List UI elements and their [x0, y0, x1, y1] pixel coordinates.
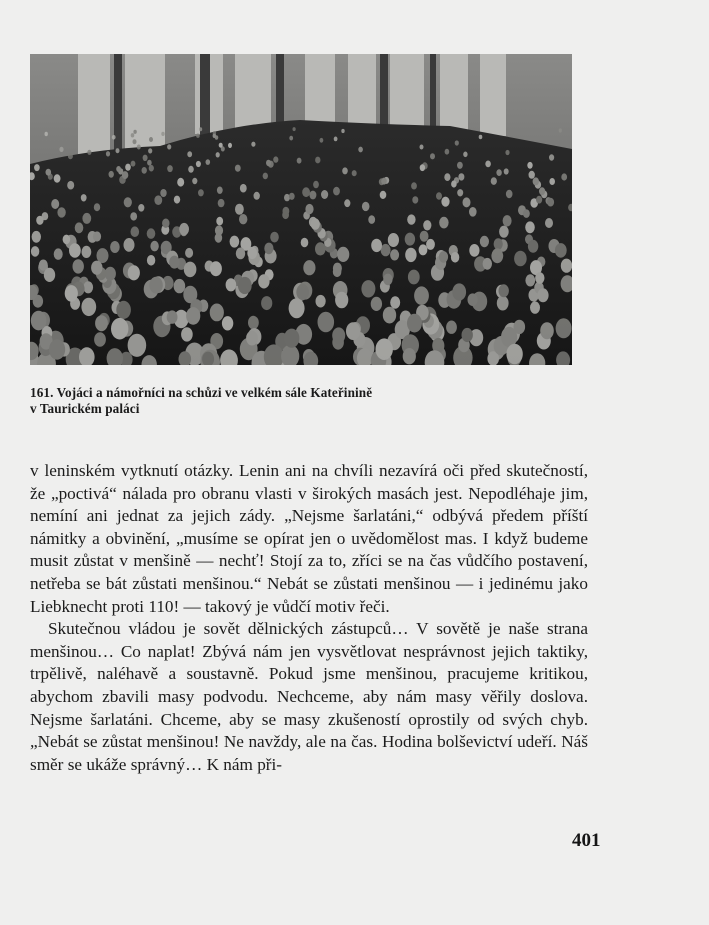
crowd-face: [483, 258, 492, 270]
crowd-face: [414, 286, 429, 305]
crowd-face: [559, 128, 562, 132]
crowd-face: [499, 284, 509, 297]
crowd-face: [82, 213, 91, 224]
crowd-face: [34, 164, 40, 171]
crowd-face: [94, 332, 106, 347]
crowd-face: [412, 196, 418, 203]
crowd-face: [83, 281, 93, 293]
crowd-face: [545, 218, 553, 228]
crowd-face: [138, 204, 144, 212]
body-text: [30, 460, 588, 776]
crowd-face: [430, 153, 435, 159]
crowd-face: [371, 297, 382, 311]
crowd-face: [547, 198, 554, 207]
crowd-face: [289, 136, 293, 141]
crowd-face: [383, 274, 392, 286]
crowd-face: [149, 277, 162, 294]
crowd-face: [452, 283, 466, 300]
crowd-face: [105, 267, 116, 281]
crowd-face: [469, 244, 479, 257]
crowd-face: [301, 238, 309, 248]
crowd-face: [296, 284, 309, 300]
crowd-face: [445, 149, 450, 155]
crowd-face: [376, 338, 393, 360]
crowd-face: [167, 310, 178, 323]
crowd-face: [181, 327, 193, 341]
crowd-face: [420, 231, 429, 242]
crowd-face: [494, 238, 503, 250]
crowd-face: [457, 162, 463, 169]
crowd-face: [555, 243, 567, 258]
crowd-face: [537, 288, 548, 302]
crowd-face: [380, 191, 387, 199]
crowd-face: [381, 178, 387, 185]
crowd-face: [148, 148, 152, 153]
crowd-face: [177, 178, 184, 187]
crowd-face: [305, 204, 313, 214]
crowd-face: [266, 160, 271, 166]
crowd-face: [222, 316, 233, 330]
crowd-face: [321, 190, 328, 199]
paragraph-2: Skutečnou vládou je sovět dělnických zástupců… V sovětě je naše strana menšinou… Co naplat! Zbývá nám jen vysvětlovat nesprávnost jejich taktiky, trpělivě, naléhavě a soustavně. Pokud jsme menšinou, pracujeme kritikou, abychom zbavili masy podvodu. Nechceme, aby nám masy věřily doslova. Nejsme šarlatáni. Chceme, aby se masy zkušeností oprostily od svých chyb. „Nebát se zůstat menšinou! Ne navždy, ale na čas. Hodina bolševictví udeří. Náš směr se ukáže správný… K nám při-: [30, 619, 588, 774]
crowd-face: [226, 278, 237, 291]
crowd-face: [525, 221, 535, 233]
crowd-face: [196, 161, 201, 167]
crowd-face: [106, 151, 110, 156]
crowd-face: [523, 209, 530, 218]
crowd-face: [289, 193, 295, 200]
crowd-face: [124, 197, 132, 207]
crowd-face: [167, 165, 173, 172]
crowd-face: [504, 168, 509, 174]
crowd-face: [185, 248, 193, 258]
crowd-face: [186, 307, 200, 325]
crowd-face: [320, 138, 324, 143]
crowd-face: [505, 150, 509, 155]
crowd-face: [352, 170, 357, 176]
crowd-face: [196, 134, 200, 138]
crowd-face: [539, 187, 545, 195]
crowd-face: [67, 181, 74, 190]
crowd-face: [405, 233, 415, 246]
crowd-face: [270, 232, 279, 243]
crowd-face: [57, 207, 65, 217]
crowd-face: [210, 304, 224, 322]
crowd-face: [318, 312, 335, 333]
crowd-face: [36, 216, 43, 225]
crowd-face: [128, 265, 140, 280]
figure-caption: [30, 385, 590, 417]
crowd-face: [530, 301, 540, 313]
crowd-face: [383, 307, 396, 324]
crowd-face: [31, 311, 47, 331]
crowd-face: [133, 139, 137, 144]
crowd-face: [469, 207, 477, 217]
crowd-face: [540, 322, 554, 339]
crowd-face: [188, 166, 194, 173]
crowd-face: [446, 321, 457, 334]
crowd-face: [54, 174, 61, 182]
crowd-face: [282, 211, 289, 219]
crowd-face: [313, 181, 319, 188]
crowd-face: [408, 270, 420, 285]
crowd-face: [169, 256, 179, 269]
crowd-face: [97, 248, 109, 263]
crowd-face: [503, 215, 512, 226]
crowd-face: [160, 189, 166, 197]
crowd-face: [147, 228, 156, 239]
crowd-face: [199, 127, 202, 131]
crowd-face: [561, 173, 567, 180]
photo-image: [30, 54, 572, 365]
crowd-face: [463, 197, 471, 207]
crowd-face: [284, 329, 299, 348]
crowd-face: [335, 292, 348, 309]
crowd-face: [451, 180, 457, 187]
crowd-face: [496, 169, 501, 176]
crowd-face: [506, 344, 522, 365]
crowd-face: [455, 140, 459, 145]
crowd-face: [228, 143, 232, 148]
crowd-face: [51, 199, 59, 209]
crowd-face: [109, 171, 114, 178]
crowd-face: [462, 328, 473, 342]
crowd-face: [125, 164, 131, 171]
crowd-face: [73, 259, 84, 273]
crowd-face: [289, 298, 305, 318]
crowd-face: [198, 189, 204, 196]
crowd-face: [91, 261, 102, 275]
crowd-face: [368, 215, 375, 224]
crowd-face: [388, 233, 399, 247]
crowd-face: [333, 187, 340, 196]
crowd-face: [358, 147, 363, 153]
crowd-face: [54, 248, 63, 259]
crowd-face: [514, 320, 526, 334]
crowd-face: [81, 194, 87, 201]
crowd-face: [75, 222, 84, 233]
crowd-face: [131, 133, 135, 137]
crowd-face: [361, 280, 375, 297]
crowd-face: [81, 298, 96, 316]
crowd-face: [174, 279, 186, 293]
crowd-face: [162, 219, 169, 228]
crowd-face: [217, 187, 223, 194]
crowd-face: [529, 171, 535, 179]
crowd-face: [95, 315, 108, 331]
crowd-face: [147, 160, 152, 166]
crowd-face: [403, 348, 416, 364]
crowd-face: [116, 301, 131, 319]
crowd-face: [419, 244, 428, 255]
crowd-face: [536, 196, 542, 204]
crowd-photograph: [30, 54, 572, 365]
crowd-face: [44, 268, 55, 282]
crowd-face: [333, 267, 342, 278]
crowd-face: [535, 272, 544, 284]
crowd-face: [556, 318, 572, 338]
crowd-face: [116, 166, 121, 172]
crowd-face: [150, 241, 158, 252]
crowd-face: [316, 295, 326, 308]
crowd-face: [332, 327, 345, 343]
crowd-face: [441, 197, 449, 207]
crowd-face: [142, 167, 147, 174]
crowd-face: [31, 246, 39, 257]
crowd-face: [362, 202, 370, 211]
crowd-face: [59, 147, 63, 152]
crowd-face: [82, 246, 92, 258]
crowd-face: [216, 152, 220, 157]
crowd-face: [63, 235, 71, 245]
crowd-face: [235, 204, 244, 215]
crowd-face: [334, 137, 338, 142]
crowd-face: [311, 218, 320, 229]
crowd-face: [451, 252, 459, 263]
crowd-face: [149, 137, 153, 142]
crowd-face: [458, 173, 464, 180]
crowd-face: [439, 251, 448, 263]
crowd-face: [130, 212, 137, 220]
crowd-face: [68, 153, 73, 159]
crowd-face: [261, 296, 272, 310]
crowd-face: [124, 238, 135, 252]
crowd-face: [122, 171, 128, 179]
crowd-face: [206, 159, 211, 165]
crowd-face: [174, 196, 180, 204]
crowd-face: [254, 192, 260, 200]
crowd-face: [213, 134, 216, 138]
crowd-face: [46, 169, 52, 176]
crowd-face: [69, 243, 81, 258]
crowd-face: [390, 249, 399, 260]
crowd-face: [297, 158, 302, 164]
crowd-face: [337, 247, 349, 262]
crowd-face: [230, 236, 240, 248]
crowd-face: [248, 316, 259, 330]
crowd-face: [219, 143, 223, 148]
crowd-face: [346, 322, 360, 340]
crowd-face: [94, 203, 100, 211]
crowd-face: [341, 129, 344, 133]
page-number: 401: [572, 830, 601, 851]
crowd-face: [549, 154, 554, 160]
crowd-face: [133, 130, 136, 134]
crowd-face: [273, 156, 278, 162]
crowd-face: [32, 231, 41, 243]
crowd-face: [533, 177, 539, 185]
crowd-face: [463, 152, 467, 158]
crowd-face: [405, 248, 416, 262]
crowd-face: [187, 151, 192, 157]
crowd-face: [258, 274, 269, 288]
crowd-face: [309, 191, 316, 200]
crowd-face: [499, 226, 509, 238]
crowd-face: [426, 239, 435, 250]
crowd-face: [179, 223, 189, 235]
crowd-face: [116, 148, 120, 153]
crowd-face: [218, 199, 225, 207]
crowd-face: [381, 244, 391, 256]
crowd-face: [238, 277, 252, 294]
crowd-face: [45, 132, 48, 136]
crowd-face: [131, 161, 136, 167]
crowd-face: [549, 178, 555, 185]
crowd-face: [210, 261, 222, 276]
crowd-face: [128, 334, 147, 357]
caption-line-2: v Taurickém paláci: [30, 401, 140, 416]
crowd-face: [423, 220, 431, 230]
crowd-face: [491, 248, 503, 263]
crowd-face: [65, 285, 78, 302]
crowd-face: [407, 314, 422, 333]
crowd-face: [390, 296, 400, 308]
crowd-face: [506, 190, 513, 198]
crowd-face: [302, 187, 310, 197]
crowd-face: [154, 195, 162, 205]
crowd-face: [315, 157, 320, 164]
crowd-face: [420, 145, 424, 150]
crowd-face: [371, 239, 382, 252]
crowd-face: [215, 225, 223, 235]
crowd-face: [184, 262, 197, 278]
crowd-face: [93, 231, 101, 241]
crowd-face: [251, 142, 255, 147]
crowd-face: [420, 164, 425, 171]
crowd-face: [479, 135, 483, 139]
crowd-face: [49, 339, 65, 359]
crowd-face: [110, 241, 120, 253]
crowd-face: [246, 331, 258, 346]
crowd-face: [240, 184, 247, 193]
crowd-face: [485, 161, 491, 168]
crowd-face: [293, 127, 296, 131]
crowd-face: [468, 293, 478, 306]
crowd-face: [239, 214, 247, 224]
crowd-face: [161, 132, 164, 136]
crowd-face: [342, 167, 348, 174]
crowd-face: [216, 217, 223, 226]
crowd-face: [143, 155, 148, 161]
crowd-face: [87, 150, 91, 155]
paragraph-1: v leninském vytknutí otázky. Lenin ani na chvíli nezavírá oči před skutečností, že „poctivá“ nálada pro obranu vlasti v širokých masách jest. Nepodléhaje jim, nemíní ani jednat za jejich zády. „Nejsme šarlatáni,“ odbývá předem příští námitky a obvinění, „musíme se opírat jen o uvědomělost mas. I když budeme musit zůstat v menšině — nechť! Stojí za to, zříci se na čas vůdčího postavení, netřeba se bát zůstati menšinou.“ Nebát se zůstati menšinou — i jedinému jako Liebknecht proti 110! — takový je vůdčí motiv řeči.: [30, 461, 588, 616]
crowd-face: [439, 217, 448, 229]
crowd-face: [444, 173, 450, 181]
crowd-face: [192, 178, 197, 184]
crowd-face: [264, 243, 273, 255]
crowd-face: [525, 274, 535, 286]
crowd-face: [344, 199, 350, 207]
crowd-face: [411, 182, 417, 189]
crowd-face: [407, 214, 415, 224]
crowd-face: [528, 240, 538, 253]
crowd-face: [131, 226, 140, 237]
crowd-face: [137, 145, 141, 150]
crowd-face: [112, 135, 116, 140]
crowd-face: [111, 318, 128, 340]
crowd-face: [235, 165, 241, 172]
crowd-face: [236, 248, 245, 260]
crowd-face: [303, 260, 315, 275]
crowd-face: [527, 162, 532, 169]
crowd-face: [315, 242, 326, 255]
crowd-face: [561, 259, 572, 273]
crowd-face: [147, 255, 155, 266]
crowd-face: [167, 144, 171, 149]
crowd-face: [436, 192, 442, 199]
crowd-face: [457, 189, 463, 196]
crowd-face: [149, 165, 154, 172]
crowd-face: [480, 236, 489, 247]
crowd-face: [514, 251, 527, 267]
crowd-face: [491, 177, 497, 185]
crowd-face: [263, 173, 268, 180]
caption-line-1: 161. Vojáci a námořníci na schůzi ve velkém sále Kateřinině: [30, 385, 373, 400]
crowd-face: [497, 296, 509, 311]
